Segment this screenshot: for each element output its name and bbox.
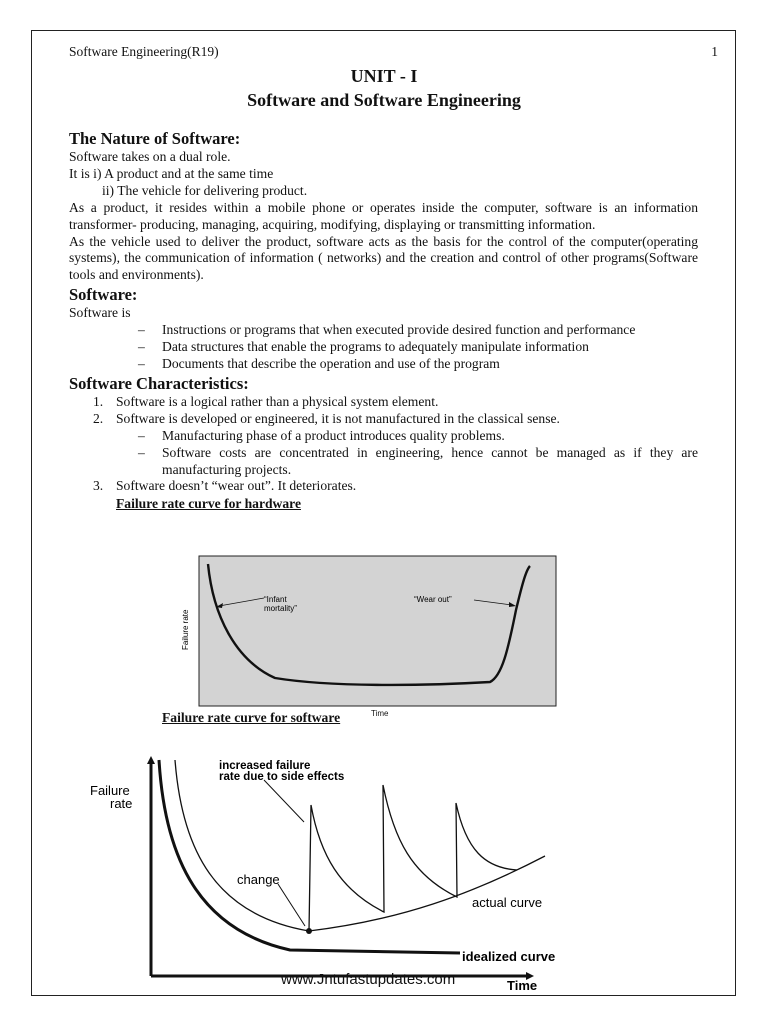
idealized-curve-label: idealized curve — [462, 949, 556, 964]
side-effects-pointer — [264, 780, 304, 822]
item-number: 1. — [93, 393, 104, 409]
list-item: – Data structures that enable the programs to adequately manipulate information — [69, 339, 698, 356]
software-y-axis-label-2: rate — [110, 796, 133, 811]
nature-paragraph-2: As the vehicle used to deliver the product, software acts as the basis for the control of the computer(operating systems), the communication of information ( networks) and the creation and control of other programs(Software tools and environments). — [69, 233, 698, 283]
software-x-axis-label: Time — [507, 978, 538, 993]
infant-mortality-label-1: “Infant — [264, 595, 287, 604]
nature-line-1: Software takes on a dual role. — [69, 149, 231, 164]
page-number: 1 — [711, 44, 718, 59]
nature-paragraph-1: As a product, it resides within a mobile phone or operates inside the computer, software is an information transformer- producing, managing, acquiring, modifying, displaying or transmitting information. — [69, 199, 698, 232]
actual-curve-label: actual curve — [472, 895, 543, 910]
wear-out-label: “Wear out” — [414, 595, 452, 604]
nature-line-3: ii) The vehicle for delivering product. — [102, 182, 308, 198]
hardware-y-axis-label: Failure rate — [181, 609, 190, 650]
heading-software: Software: — [69, 285, 138, 305]
sub-list-item: – Software costs are concentrated in engineering, hence cannot be managed as if they are manufacturing projects. — [69, 445, 698, 479]
footer-website: www.Jntufastupdates.com — [281, 971, 456, 988]
list-item: – Instructions or programs that when executed provide desired function and performance — [69, 322, 698, 339]
increased-failure-label-1: increased failure — [219, 760, 311, 772]
page-title: Software and Software Engineering — [247, 90, 521, 110]
change-pointer — [278, 884, 305, 926]
change-label: change — [237, 872, 280, 887]
unit-title: UNIT - I — [350, 66, 418, 86]
heading-characteristics: Software Characteristics: — [69, 373, 249, 393]
nature-line-2: It is i) A product and at the same time — [69, 165, 274, 181]
increased-failure-label-2: rate due to side effects — [219, 771, 345, 783]
infant-mortality-label-2: mortality” — [264, 604, 297, 613]
hardware-chart-caption: Failure rate curve for hardware — [116, 496, 301, 512]
heading-nature: The Nature of Software: — [69, 129, 241, 148]
item-text: Software doesn’t “wear out”. It deteriorates. — [116, 478, 357, 494]
software-chart-caption: Failure rate curve for software — [162, 710, 341, 725]
change-point — [306, 928, 312, 934]
item-number: 3. — [93, 478, 104, 494]
item-number: 2. — [93, 410, 104, 426]
list-item: – Documents that describe the operation and use of the program — [69, 356, 698, 373]
hardware-x-axis-label: Time — [371, 709, 389, 718]
software-intro: Software is — [69, 305, 131, 321]
sub-list-item: – Manufacturing phase of a product introduces quality problems. — [69, 428, 698, 445]
item-text: Software is a logical rather than a physical system element. — [116, 393, 439, 409]
running-header: Software Engineering(R19) — [69, 44, 219, 59]
software-y-axis-label-1: Failure — [90, 783, 130, 798]
item-text: Software is developed or engineered, it is not manufactured in the classical sense. — [116, 410, 560, 426]
